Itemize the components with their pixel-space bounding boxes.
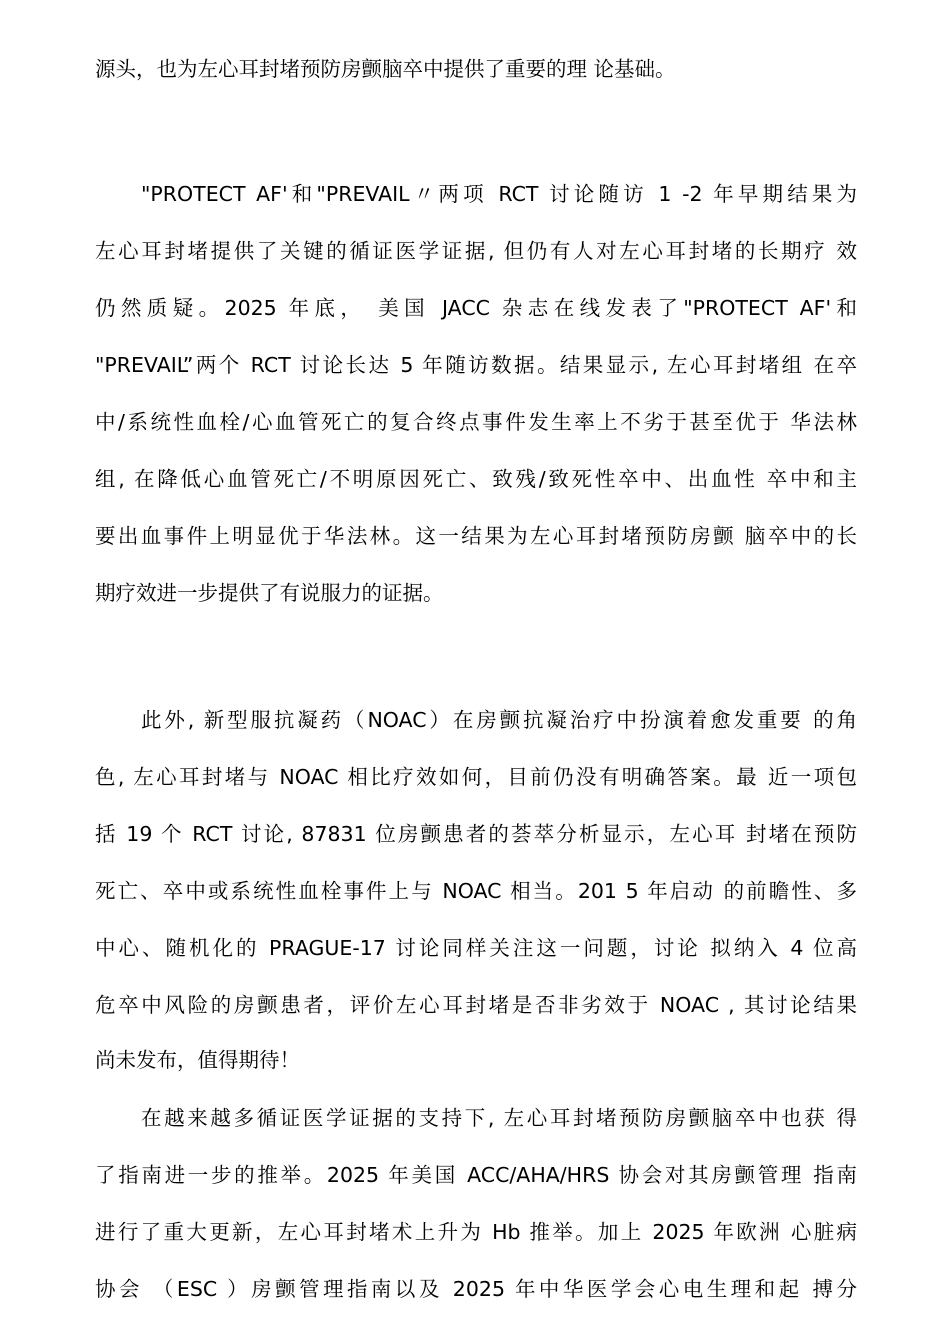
text-line: 期疗效进一步提供了有说服力的证据。 [95, 581, 444, 605]
text-line: 括 19 个 RCT 讨论, 87831 位房颤患者的荟萃分析显示，左心耳 封堵在预防 [95, 822, 857, 846]
text-line: 了指南进一步的推举。2025 年美国 ACC/AHA/HRS 协会对其房颤管理 指南 [95, 1163, 857, 1187]
text-line: 在越来越多循证医学证据的支持下, 左心耳封堵预防房颤脑卒中也获 得 [141, 1106, 857, 1130]
text-line: 尚未发布，值得期待！ [95, 1048, 300, 1072]
text-line: 协会 （ESC ）房颤管理指南以及 2025 年中华医学会心电生理和起 搏分 [95, 1277, 857, 1301]
text-line: 源头，也为左心耳封堵预防房颤脑卒中提供了重要的理 论基础。 [95, 57, 676, 81]
text-line: 要出血事件上明显优于华法林。这一结果为左心耳封堵预防房颤 脑卒中的长 [95, 524, 857, 548]
text-line: "PREVAIL”两个 RCT 讨论长达 5 年随访数据。结果显示, 左心耳封堵组 在卒 [95, 353, 857, 377]
text-line: "PROTECT AF'和"PREVAIL〃两项 RCT 讨论随访 1 -2 年早期结果为 [141, 182, 857, 206]
text-line: 左心耳封堵提供了关键的循证医学证据, 但仍有人对左心耳封堵的长期疗 效 [95, 239, 857, 263]
text-line: 进行了重大更新，左心耳封堵术上升为 Hb 推举。加上 2025 年欧洲 心脏病 [95, 1220, 857, 1244]
text-line: 中心、随机化的 PRAGUE-17 讨论同样关注这一问题，讨论 拟纳入 4 位高 [95, 936, 857, 960]
text-line: 此外, 新型服抗凝药（NOAC）在房颤抗凝治疗中扮演着愈发重要 的角 [141, 708, 857, 732]
text-line: 组, 在降低心血管死亡/不明原因死亡、致残/致死性卒中、出血性 卒中和主 [95, 467, 857, 491]
text-line: 危卒中风险的房颤患者，评价左心耳封堵是否非劣效于 NOAC , 其讨论结果 [95, 993, 857, 1017]
text-line: 中/系统性血栓/心血管死亡的复合终点事件发生率上不劣于甚至优于 华法林 [95, 410, 857, 434]
text-line: 死亡、卒中或系统性血栓事件上与 NOAC 相当。201 5 年启动 的前瞻性、多 [95, 879, 857, 903]
text-line: 仍然质疑。2025 年底， 美国 JACC 杂志在线发表了"PROTECT AF'和 [95, 296, 857, 320]
text-line: 色, 左心耳封堵与 NOAC 相比疗效如何，目前仍没有明确答案。最 近一项包 [95, 765, 857, 789]
